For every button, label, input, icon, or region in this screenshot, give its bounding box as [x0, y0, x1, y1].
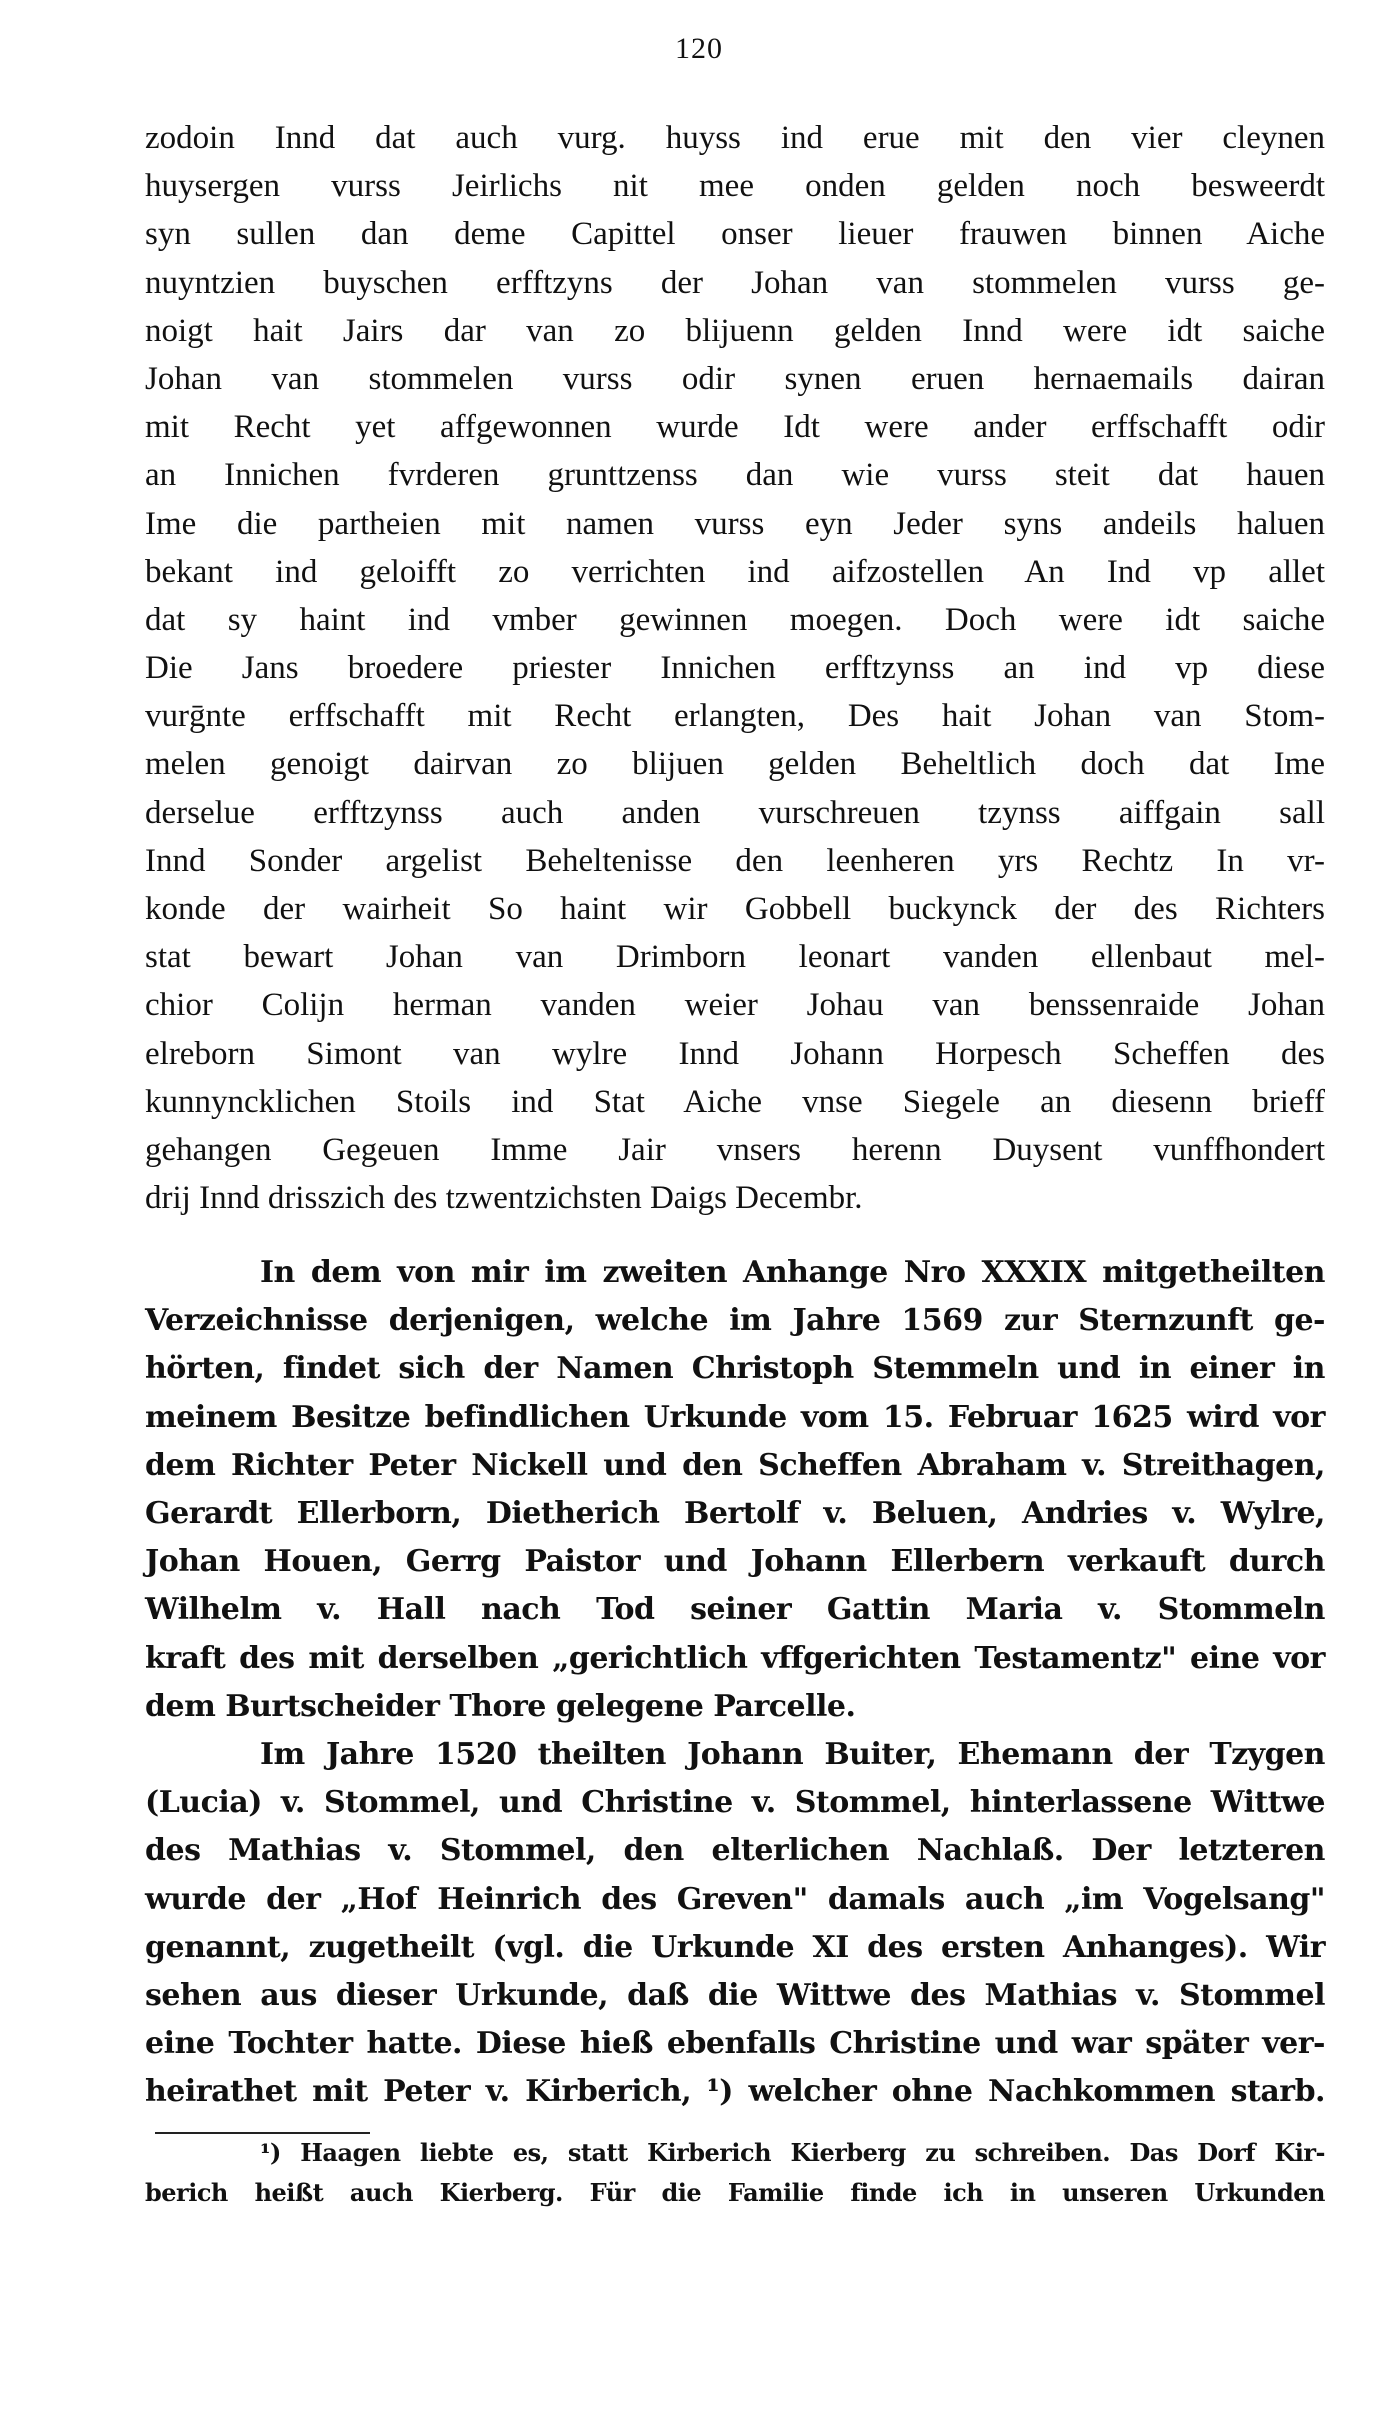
text-line: kunnyncklichen Stoils ind Stat Aiche vnse Siegele an diesenn brieff: [145, 1083, 1325, 1120]
text-line: meinem Besitze befindlichen Urkunde vom 15. Februar 1625 wird vor: [145, 1399, 1325, 1435]
text-line: In dem von mir im zweiten Anhange Nro XXXIX mitgetheilten: [260, 1255, 1325, 1290]
text-line: syn sullen dan deme Capittel onser lieuer frauwen binnen Aiche: [145, 216, 1325, 253]
text-line: dem Burtscheider Thore gelegene Parcelle.: [145, 1688, 856, 1724]
text-line: huysergen vurss Jeirlichs nit mee onden gelden noch besweerdt: [145, 168, 1325, 205]
text-line: mit Recht yet affgewonnen wurde Idt were ander erffschafft odir: [145, 409, 1325, 446]
text-line: Johan van stommelen vurss odir synen eruen hernaemails dairan: [145, 360, 1325, 397]
text-line: hörten, findet sich der Namen Christoph Stemmeln und in einer in: [145, 1351, 1325, 1387]
text-line: dem Richter Peter Nickell und den Scheffen Abraham v. Streithagen,: [145, 1447, 1325, 1483]
text-line: drij Innd drisszich des tzwentzichsten Daigs Decembr.: [145, 1180, 863, 1217]
text-line: wurde der „Hof Heinrich des Greven" damals auch „im Vogelsang": [145, 1881, 1325, 1917]
text-line: noigt hait Jairs dar van zo blijuenn gelden Innd were idt saiche: [145, 312, 1325, 349]
paragraph-inheritance-1520: [145, 1731, 1325, 2117]
text-line: dat sy haint ind vmber gewinnen moegen. Doch were idt saiche: [145, 601, 1325, 638]
text-line: chior Colijn herman vanden weier Johau van benssenraide Johan: [145, 987, 1325, 1024]
text-line: Verzeichnisse derjenigen, welche im Jahre 1569 zur Sternzunft ge-: [145, 1303, 1325, 1339]
text-line: vurḡnte erffschafft mit Recht erlangten, Des hait Johan van Stom-: [145, 698, 1325, 735]
text-line: Johan Houen, Gerrg Paistor und Johann Ellerbern verkauft durch: [145, 1544, 1325, 1580]
text-line: nuyntzien buyschen erfftzyns der Johan van stommelen vurss ge-: [145, 264, 1325, 301]
text-line: an Innichen fvrderen grunttzenss dan wie vurss steit dat hauen: [145, 457, 1325, 494]
text-line: stat bewart Johan van Drimborn leonart vanden ellenbaut mel-: [145, 939, 1325, 976]
text-line: des Mathias v. Stommel, den elterlichen Nachlaß. Der letzteren: [145, 1833, 1325, 1869]
paragraph-stommeln-guild: [145, 1249, 1325, 1731]
text-line: Die Jans broedere priester Innichen erfftzynss an ind vp diese: [145, 650, 1325, 687]
page-number: 120: [675, 32, 723, 65]
text-line: Wilhelm v. Hall nach Tod seiner Gattin Maria v. Stommeln: [145, 1592, 1325, 1628]
text-line: kraft des mit derselben „gerichtlich vffgerichten Testamentz" eine vor: [145, 1640, 1325, 1676]
text-line: sehen aus dieser Urkunde, daß die Wittwe des Mathias v. Stommel: [145, 1977, 1325, 2013]
text-line: eine Tochter hatte. Diese hieß ebenfalls Christine und war später ver-: [145, 2026, 1325, 2062]
footnote-line: ¹) Haagen liebte es, statt Kirberich Kierberg zu schreiben. Das Dorf Kir-: [260, 2138, 1325, 2167]
text-line: heirathet mit Peter v. Kirberich, ¹) welcher ohne Nachkommen starb.: [145, 2074, 1325, 2110]
text-line: Innd Sonder argelist Beheltenisse den leenheren yrs Rechtz In vr-: [145, 842, 1325, 879]
footnote: [145, 2133, 1325, 2213]
text-line: genannt, zugetheilt (vgl. die Urkunde XI des ersten Anhanges). Wir: [145, 1929, 1325, 1965]
text-line: konde der wairheit So haint wir Gobbell buckynck der des Richters: [145, 891, 1325, 927]
text-line: bekant ind geloifft zo verrichten ind aifzostellen An Ind vp allet: [145, 553, 1325, 590]
text-line: derselue erfftzynss auch anden vurschreuen tzynss aiffgain sall: [145, 794, 1325, 831]
text-line: elreborn Simont van wylre Innd Johann Horpesch Scheffen des: [145, 1035, 1325, 1072]
latin-charter-text: [145, 114, 1325, 1222]
text-line: Im Jahre 1520 theilten Johann Buiter, Ehemann der Tzygen: [260, 1737, 1325, 1772]
footnote-line: berich heißt auch Kierberg. Für die Familie finde ich in unseren Urkunden: [145, 2178, 1325, 2207]
text-line: Gerardt Ellerborn, Dietherich Bertolf v. Beluen, Andries v. Wylre,: [145, 1495, 1325, 1531]
text-line: melen genoigt dairvan zo blijuen gelden Beheltlich doch dat Ime: [145, 746, 1325, 783]
text-line: (Lucia) v. Stommel, und Christine v. Stommel, hinterlassene Wittwe: [145, 1785, 1325, 1821]
text-line: gehangen Gegeuen Imme Jair vnsers herenn Duysent vunffhondert: [145, 1131, 1325, 1168]
text-line: Ime die partheien mit namen vurss eyn Jeder syns andeils haluen: [145, 505, 1325, 542]
text-line: zodoin Innd dat auch vurg. huyss ind erue mit den vier cleynen: [145, 120, 1325, 156]
